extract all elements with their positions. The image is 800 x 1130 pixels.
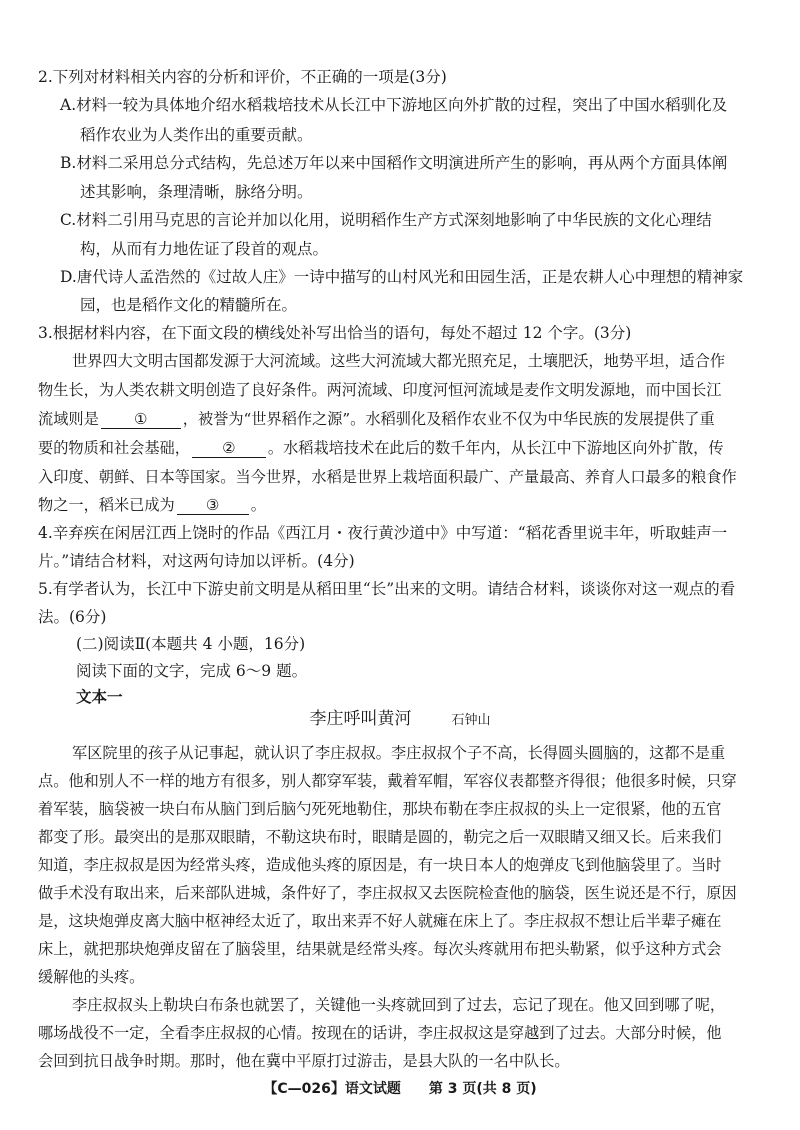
q3-line3-end: ，被誉为“世界稻作之源”。水稻驯化及稻作农业不仅为中华民族的发展提供了重	[182, 410, 715, 428]
story-line: 是，这块炮弹皮离大脑中枢神经太近了，取出来弄不好人就瘫在床上了。李庄叔叔不想让后半辈子瘫在	[38, 912, 722, 930]
q3-line6-start: 物之一，稻米已成为	[38, 496, 175, 514]
answer-blank-2[interactable]: ②	[192, 439, 266, 458]
q2-option-b-line2: 述其影响，条理清晰，脉络分明。	[80, 183, 313, 201]
story-line: 床上，就把那块炮弹皮留在了脑袋里，结果就是经常头疼。每次头疼就用布把头勒紧，似乎这种方式会	[38, 940, 722, 958]
q2-option-a-line2: 稻作农业为人类作出的重要贡献。	[80, 126, 313, 144]
q2-option-c-line1: C.材料二引用马克思的言论并加以化用，说明稻作生产方式深刻地影响了中华民族的文化心理结	[60, 211, 712, 229]
q5-line1: 5.有学者认为，长江中下游史前文明是从稻田里“长”出来的文明。请结合材料，谈谈你对这一观点的看	[38, 580, 736, 598]
q2-option-d-line1: D.唐代诗人孟浩然的《过故人庄》一诗中描写的山村风光和田园生活，正是农耕人心中理想的精神家	[60, 268, 744, 286]
q2-option-c-line2: 构，从而有力地佐证了段首的观点。	[80, 240, 329, 258]
page-number: 第 3 页(共 8 页)	[428, 1081, 537, 1097]
q2-stem: 2.下列对材料相关内容的分析和评价，不正确的一项是(3分)	[38, 68, 447, 86]
story-title-row	[0, 707, 800, 733]
story-line: 知道，李庄叔叔是因为经常头疼，造成他头疼的原因是，有一块日本人的炮弹皮飞到他脑袋里了。当时	[38, 856, 722, 874]
story-line: 点。他和别人不一样的地方有很多，别人都穿军装，戴着军帽，军容仪表都整齐得很；他很多时候，只穿	[38, 772, 737, 790]
q4-line2: 片。”请结合材料，对这两句诗加以评析。(4分)	[38, 552, 355, 570]
exam-code: 【C—026】语文试题	[263, 1081, 401, 1097]
q3-line4-start: 要的物质和社会基础，	[38, 439, 190, 457]
story-line: 李庄叔叔头上勒块白布条也就罢了，关键他一头疼就回到了过去，忘记了现在。他又回到哪了呢，	[72, 996, 726, 1014]
q3-line6-end: 。	[250, 496, 266, 514]
story-line: 做手术没有取出来，后来部队进城，条件好了，李庄叔叔又去医院检查他的脑袋，医生说还是不行，原因	[38, 884, 737, 902]
story-line: 都变了形。最突出的是那双眼睛，不勒这块布时，眼睛是圆的，勒完之后一双眼睛又细又长。后来我们	[38, 828, 722, 846]
answer-blank-3[interactable]: ③	[177, 496, 249, 515]
section-instruction: 阅读下面的文字，完成 6～9 题。	[76, 662, 308, 680]
text-label: 文本一	[76, 687, 123, 706]
q3-stem: 3.根据材料内容，在下面文段的横线处补写出恰当的语句，每处不超过 12 个字。(3分)	[38, 324, 632, 342]
q3-passage-line3	[38, 408, 715, 430]
story-line: 军区院里的孩子从记事起，就认识了李庄叔叔。李庄叔叔个子不高，长得圆头圆脑的，这都不是重	[72, 744, 726, 762]
story-author: 石钟山	[451, 713, 491, 728]
story-line: 缓解他的头疼。	[38, 968, 145, 986]
q4-line1: 4.辛弃疾在闲居江西上饶时的作品《西江月・夜行黄沙道中》中写道：“稻花香里说丰年，听取蛙声一	[38, 524, 728, 542]
q3-passage-line6	[38, 494, 266, 516]
page-footer	[0, 1078, 800, 1098]
answer-blank-1[interactable]: ①	[101, 410, 181, 429]
q3-passage-line4	[38, 437, 724, 459]
q3-line3-start: 流域则是	[38, 410, 99, 428]
q3-passage-line2: 物生长，为人类农耕文明创造了良好条件。两河流域、印度河恒河流域是麦作文明发源地，而中国长江	[38, 381, 722, 399]
q5-line2: 法。(6分)	[38, 608, 107, 626]
q2-option-b-line1: B.材料二采用总分式结构，先总述万年以来中国稻作文明演进所产生的影响，再从两个方面具体阐	[60, 154, 728, 172]
q3-passage-line5: 入印度、朝鲜、日本等国家。当今世界，水稻是世界上栽培面积最广、产量最高、养育人口最多的粮食作	[38, 468, 737, 486]
section-heading: (二)阅读Ⅱ(本题共 4 小题，16分)	[76, 635, 306, 653]
story-line: 哪场战役不一定，全看李庄叔叔的心情。按现在的话讲，李庄叔叔这是穿越到了过去。大部分时候，他	[38, 1024, 722, 1042]
q2-option-a-line1: A.材料一较为具体地介绍水稻栽培技术从长江中下游地区向外扩散的过程，突出了中国水稻驯化及	[60, 96, 728, 114]
q2-option-d-line2: 园，也是稻作文化的精髓所在。	[80, 296, 298, 314]
q3-passage-line1: 世界四大文明古国都发源于大河流域。这些大河流域大都光照充足，土壤肥沃，地势平坦，适合作	[72, 352, 726, 370]
story-line: 会回到抗日战争时期。那时，他在冀中平原打过游击，是县大队的一名中队长。	[38, 1052, 570, 1070]
q3-line4-end: 。水稻栽培技术在此后的数千年内，从长江中下游地区向外扩散，传	[267, 439, 724, 457]
story-line: 着军装，脑袋被一块白布从脑门到后脑勺死死地勒住，那块布勒在李庄叔叔的头上一定很紧，他的五官	[38, 800, 722, 818]
story-title: 李庄呼叫黄河	[309, 709, 412, 729]
